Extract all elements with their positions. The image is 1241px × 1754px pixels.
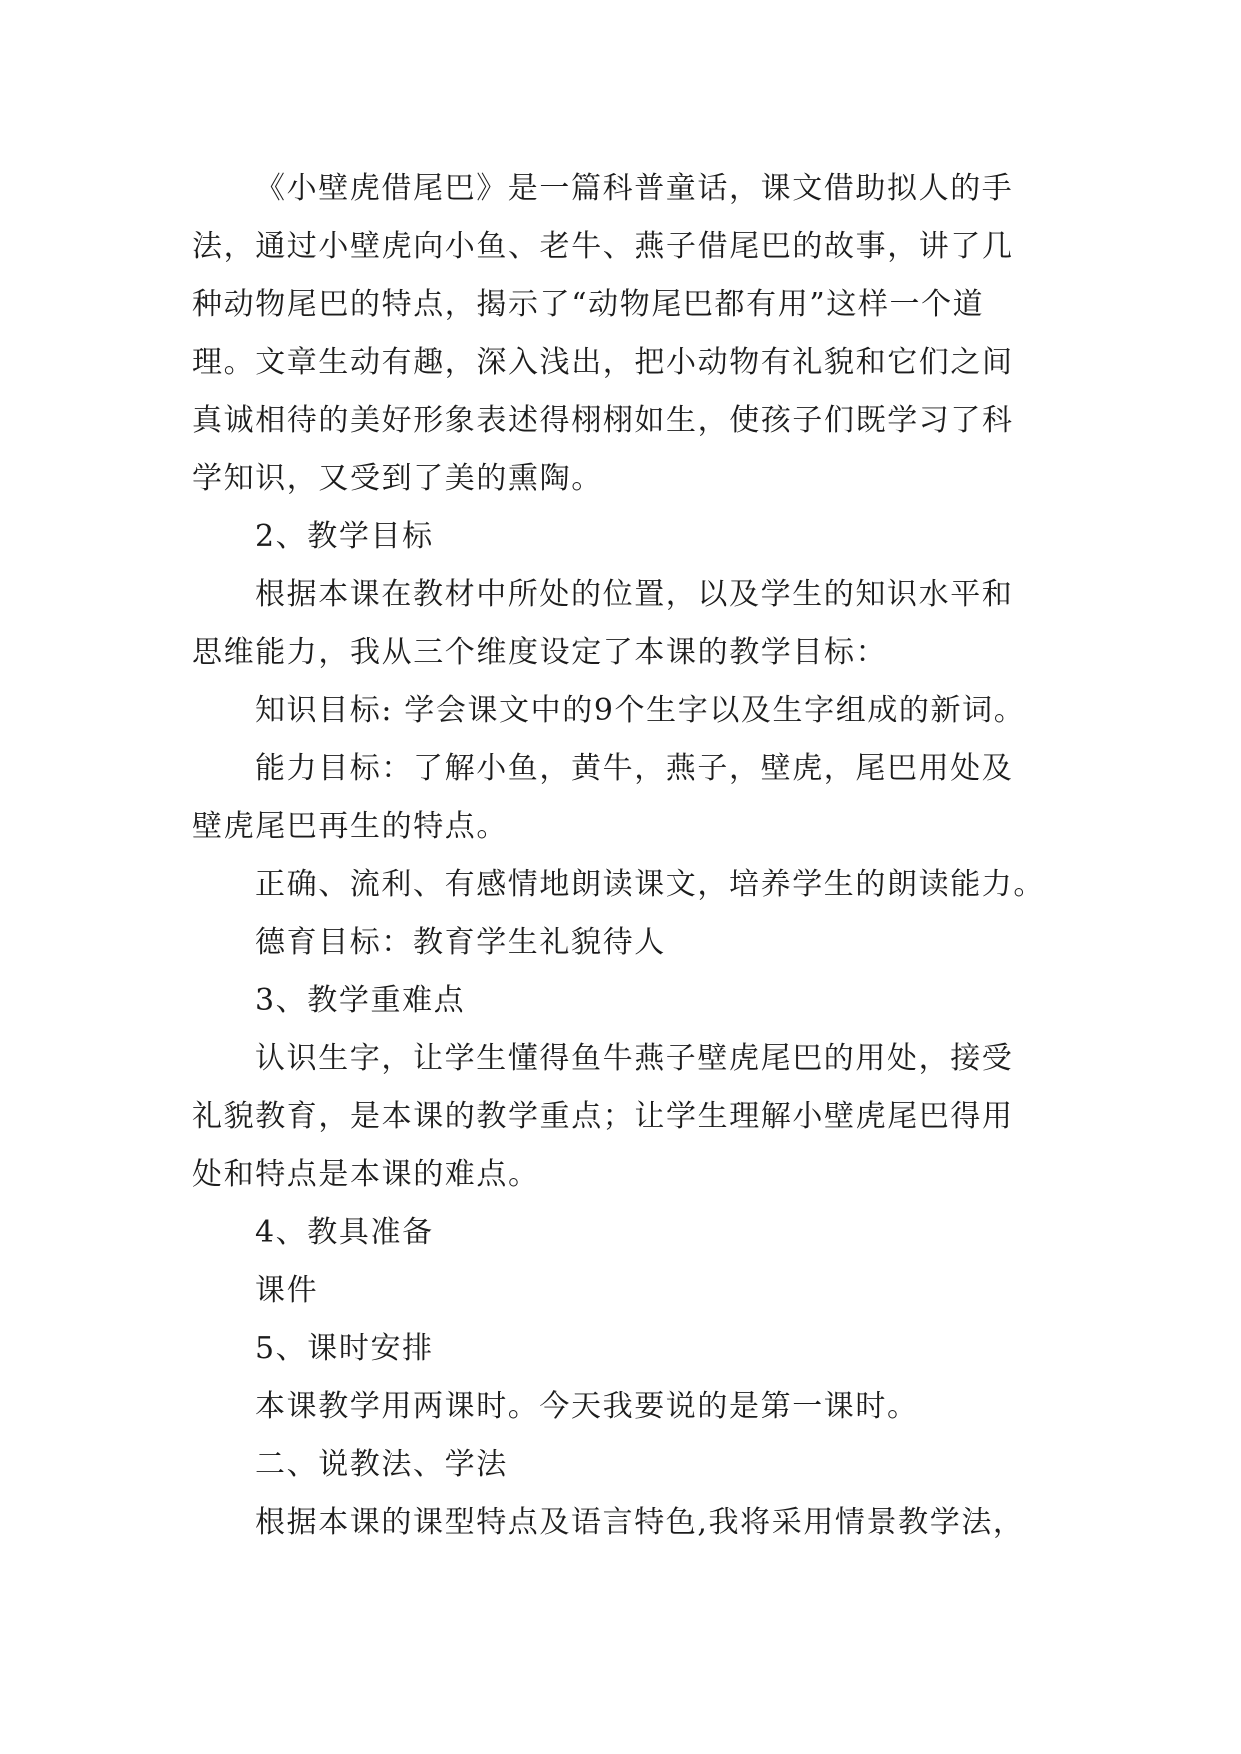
paragraph-line: 学知识，又受到了美的熏陶。 xyxy=(192,461,603,496)
paragraph-line: 礼貌教育，是本课的教学重点；让学生理解小壁虎尾巴得用 xyxy=(192,1099,1014,1134)
paragraph-line: 认识生字，让学生懂得鱼牛燕子壁虎尾巴的用处，接受 xyxy=(255,1041,1014,1076)
paragraph-line: 根据本课在教材中所处的位置，以及学生的知识水平和 xyxy=(255,577,1014,612)
section-heading: 3、教学重难点 xyxy=(255,983,466,1018)
document-body xyxy=(192,160,1052,1552)
paragraph-line: 思维能力，我从三个维度设定了本课的教学目标： xyxy=(192,635,888,670)
paragraph-line: 法，通过小壁虎向小鱼、老牛、燕子借尾巴的故事，讲了几 xyxy=(192,229,1014,264)
paragraph-line: 根据本课的课型特点及语言特色,我将采用情景教学法， xyxy=(255,1505,1025,1540)
paragraph-line: 处和特点是本课的难点。 xyxy=(192,1157,540,1192)
paragraph-line: 真诚相待的美好形象表述得栩栩如生，使孩子们既学习了科 xyxy=(192,403,1014,438)
paragraph-line: 种动物尾巴的特点，揭示了“动物尾巴都有用”这样一个道 xyxy=(192,287,985,322)
paragraph-line: 正确、流利、有感情地朗读课文，培养学生的朗读能力。 xyxy=(255,867,1045,902)
section-heading: 二、说教法、学法 xyxy=(255,1447,508,1482)
section-heading: 4、教具准备 xyxy=(255,1215,434,1250)
paragraph-line: 本课教学用两课时。今天我要说的是第一课时。 xyxy=(255,1389,919,1424)
section-heading: 2、教学目标 xyxy=(255,519,434,554)
paragraph-line: 知识目标: 学会课文中的9个生字以及生字组成的新词。 xyxy=(255,693,1026,728)
paragraph-line: 《小壁虎借尾巴》是一篇科普童话，课文借助拟人的手 xyxy=(255,171,1014,206)
paragraph-line: 理。文章生动有趣，深入浅出，把小动物有礼貌和它们之间 xyxy=(192,345,1014,380)
paragraph-line: 德育目标：教育学生礼貌待人 xyxy=(255,925,666,960)
paragraph-line: 课件 xyxy=(255,1273,319,1308)
paragraph-line: 能力目标：了解小鱼，黄牛，燕子，壁虎，尾巴用处及 xyxy=(255,751,1014,786)
paragraph-line: 壁虎尾巴再生的特点。 xyxy=(192,809,508,844)
section-heading: 5、课时安排 xyxy=(255,1331,434,1366)
